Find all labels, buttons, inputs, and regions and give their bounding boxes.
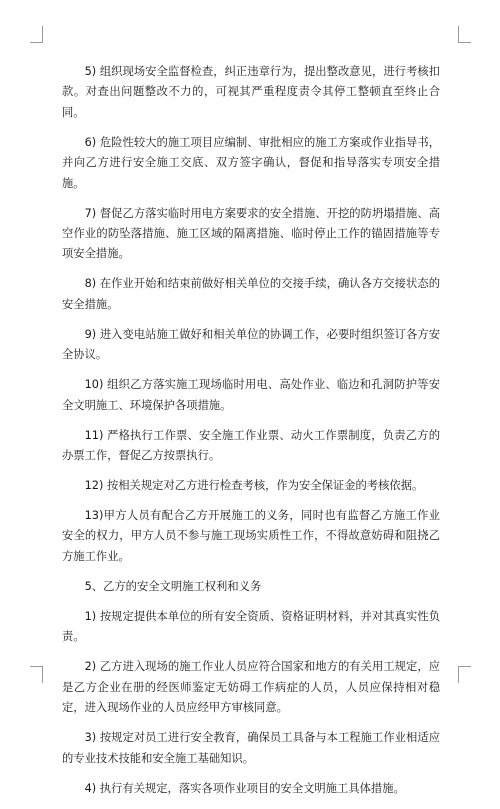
crop-mark-top-left [30,26,43,43]
paragraph-item-9: 9) 进入变电站施工做好和相关单位的协调工作，必要时组织签订各方安全协议。 [62,327,440,362]
paragraph-duty-2: 2) 乙方进入现场的施工作业人员应符合国家和地方的有关用工规定，应是乙方企业在册的经医师鉴定无妨碍工作病症的人员，人员应保持相对稳定，进入现场作业的人员应经甲方审核同意。 [62,660,440,715]
paragraph-item-11: 11) 严格执行工作票、安全施工作业票、动火工作票制度，负责乙方的办票工作，督促乙方按票执行。 [62,428,440,463]
paragraph-duty-3: 3) 按规定对员工进行安全教育，确保员工具备与本工程施工作业相适应的专业技术技能和安全施工基础知识。 [62,731,440,765]
paragraph-item-7: 7) 督促乙方落实临时用电方案要求的安全措施、开挖的防坍塌措施、高空作业的防坠落措施、施工区域的隔离措施、临时停止工作的锚固措施等专项安全措施。 [62,206,440,261]
paragraph-item-10: 10) 组织乙方落实施工现场临时用电、高处作业、临边和孔洞防护等安全文明施工、环境保护各项措施。 [62,378,440,412]
paragraph-duty-4: 4) 执行有关规定，落实各项作业项目的安全文明施工具体措施。 [84,781,405,795]
paragraph-item-13: 13)甲方人员有配合乙方开展施工的义务，同时也有监督乙方施工作业安全的权力，甲方人员不参与施工现场实质性工作，不得故意妨碍和阻挠乙方施工作业。 [62,509,440,563]
paragraph-item-8: 8) 在作业开始和结束前做好相关单位的交接手续，确认各方交接状态的安全措施。 [62,277,440,311]
paragraph-item-6: 6) 危险性较大的施工项目应编制、审批相应的施工方案或作业指导书，并向乙方进行安全施工交底、双方签字确认，督促和指导落实专项安全措施。 [62,135,440,190]
paragraph-item-12: 12) 按相关规定对乙方进行检查考核，作为安全保证金的考核依据。 [84,479,424,493]
crop-mark-bottom-left [30,666,43,683]
crop-mark-bottom-right [458,666,471,683]
section-heading: 5、乙方的安全文明施工权利和义务 [84,579,262,593]
crop-mark-top-right [458,26,471,43]
document-body [62,62,440,809]
paragraph-duty-1: 1) 按规定提供本单位的所有安全资质、资格证明材料，并对其真实性负责。 [62,609,440,644]
paragraph-item-5: 5) 组织现场安全监督检查，纠正违章行为，提出整改意见，进行考核扣款。对查出问题整改不力的，可视其严重程度责令其停工整顿直至终止合同。 [62,65,440,119]
